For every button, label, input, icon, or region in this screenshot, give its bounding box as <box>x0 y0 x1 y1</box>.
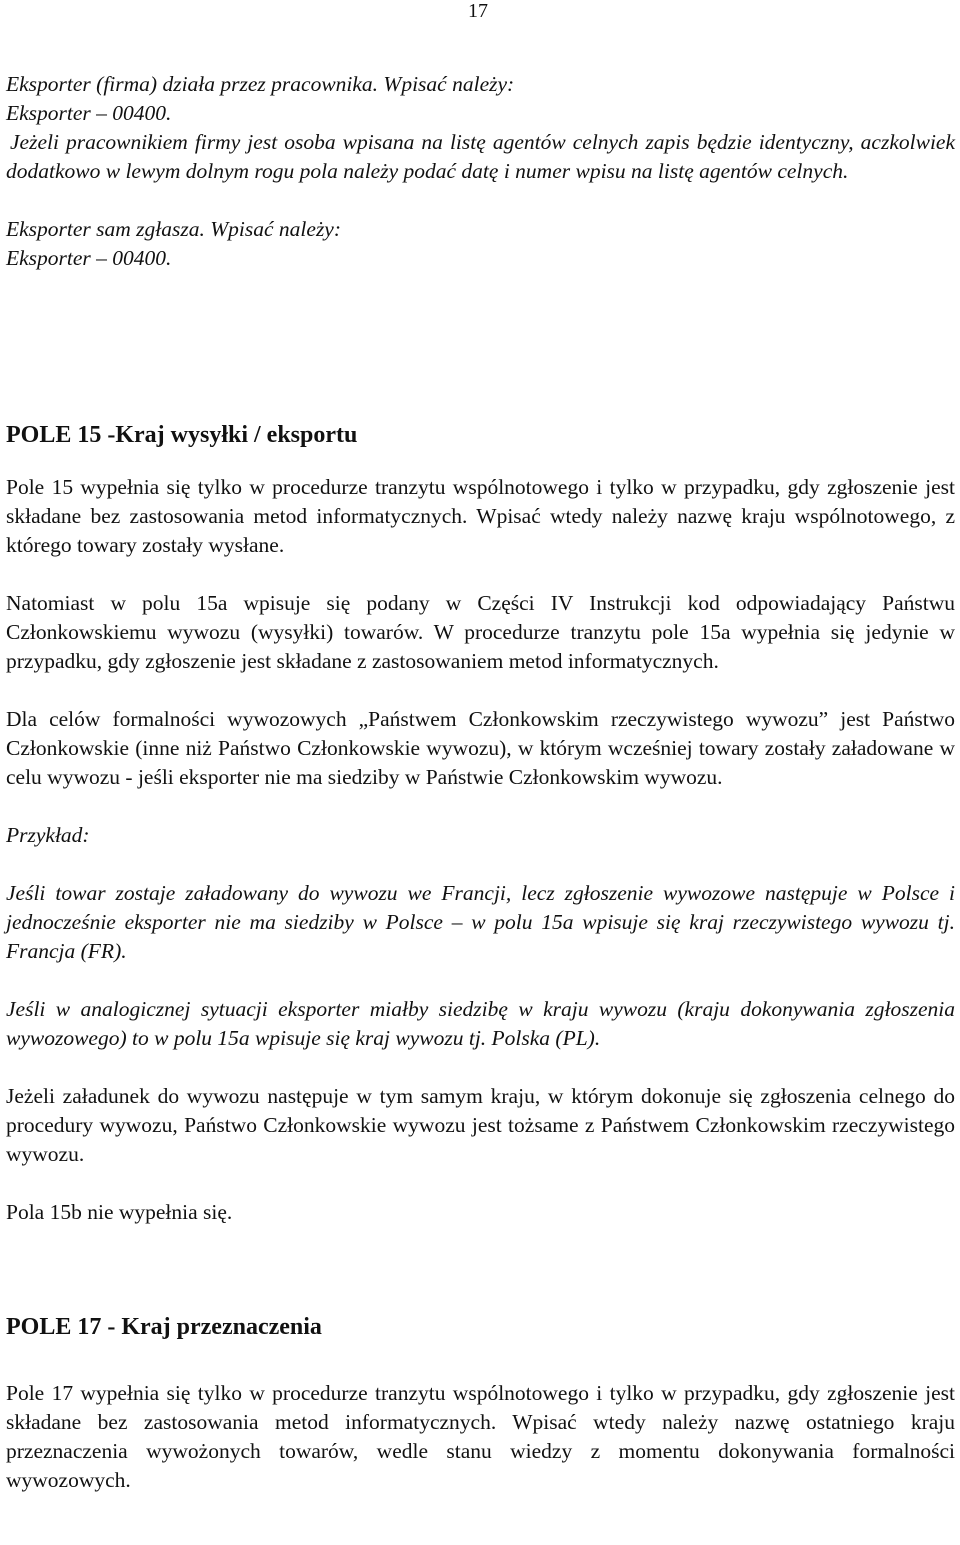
document-body <box>6 70 955 1495</box>
pole-15a-paragraph: Natomiast w polu 15a wpisuje się podany w Części IV Instrukcji kod odpowiadający Państwu Członkowskiemu wywozu (wysyłki) towarów. W procedurze tranzytu pole 15a wypełnia się jedynie w przypadku, gdy zgłoszenie jest składane z zastosowaniem metod informatycznych. <box>6 591 955 673</box>
same-country-loading-paragraph: Jeżeli załadunek do wywozu następuje w tym samym kraju, w którym dokonuje się zgłoszenia celnego do procedury wywozu, Państwo Członkowskie wywozu jest tożsame z Państwem Członkowskim rzeczywistego wywozu. <box>6 1084 955 1166</box>
pole-15-paragraph: Pole 15 wypełnia się tylko w procedurze tranzytu wspólnotowego i tylko w przypadku, gdy zgłoszenie jest składane bez zastosowania metod informatycznych. Wpisać wtedy należy nazwę kraju wspólnotowego, z którego towary zostały wysłane. <box>6 475 955 557</box>
example-label: Przykład: <box>6 823 90 847</box>
actual-export-definition-paragraph: Dla celów formalności wywozowych „Państwem Członkowskim rzeczywistego wywozu” jest Państwo Członkowskie (inne niż Państwo Członkowskie wywozu), w którym wcześniej towary zostały załadowane w celu wywozu - jeśli eksporter nie ma siedziby w Państwie Członkowskim wywozu. <box>6 707 955 789</box>
example-poland-paragraph: Jeśli w analogicznej sytuacji eksporter miałby siedzibę w kraju wywozu (kraju dokonywania zgłoszenia wywozowego) to w polu 15a wpisuje się kraj wywozu tj. Polska (PL). <box>6 997 955 1050</box>
section-heading-pole-15: POLE 15 -Kraj wysyłki / eksportu <box>6 422 358 448</box>
example-france-paragraph: Jeśli towar zostaje załadowany do wywozu we Francji, lecz zgłoszenie wywozowe następuje w Polsce i jednocześnie eksporter nie ma siedziby w Polsce – w polu 15a wpisuje się kraj rzeczywistego wywozu tj. Francja (FR). <box>6 881 955 963</box>
exporter-employee-line: Eksporter (firma) działa przez pracownika. Wpisać należy: <box>6 72 515 96</box>
exporter-code-line-2: Eksporter – 00400. <box>6 246 172 270</box>
pole-15b-line: Pola 15b nie wypełnia się. <box>6 1200 233 1224</box>
section-heading-pole-17: POLE 17 - Kraj przeznaczenia <box>6 1314 322 1340</box>
page-number: 17 <box>468 0 488 22</box>
customs-agent-paragraph: Jeżeli pracownikiem firmy jest osoba wpisana na listę agentów celnych zapis będzie identyczny, aczkolwiek dodatkowo w lewym dolnym rogu pola należy podać datę i numer wpisu na listę agentów celnych. <box>6 130 955 183</box>
exporter-code-line-1: Eksporter – 00400. <box>6 101 172 125</box>
pole-17-paragraph: Pole 17 wypełnia się tylko w procedurze tranzytu wspólnotowego i tylko w przypadku, gdy zgłoszenie jest składane bez zastosowania metod informatycznych. Wpisać wtedy należy nazwę ostatniego kraju przeznaczenia wywożonych towarów, wedle stanu wiedzy z momentu dokonywania formalności wywozowych. <box>6 1381 955 1492</box>
exporter-self-line: Eksporter sam zgłasza. Wpisać należy: <box>6 217 342 241</box>
